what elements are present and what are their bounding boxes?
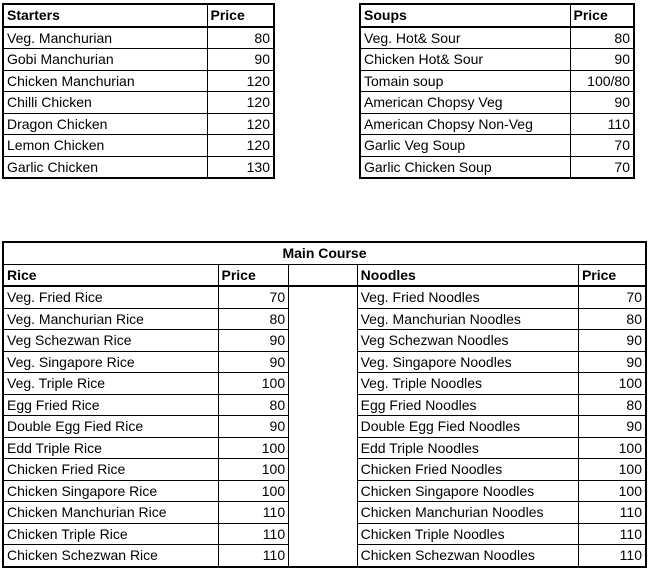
table-row bbox=[3, 502, 646, 524]
table-row bbox=[360, 156, 634, 178]
rice-name: Chicken Triple Rice bbox=[3, 523, 218, 545]
item-price: 90 bbox=[207, 49, 274, 71]
item-name: Chilli Chicken bbox=[3, 92, 207, 114]
noodles-price: 100 bbox=[578, 459, 646, 481]
noodles-name: Veg. Fried Noodles bbox=[357, 286, 578, 308]
item-price: 80 bbox=[207, 27, 274, 49]
table-row bbox=[3, 480, 646, 502]
noodles-price: 70 bbox=[578, 286, 646, 308]
item-name: Chicken Hot& Sour bbox=[360, 49, 570, 71]
item-price: 120 bbox=[207, 92, 274, 114]
table-row bbox=[360, 135, 634, 157]
table-row bbox=[360, 49, 634, 71]
item-name: Chicken Manchurian bbox=[3, 70, 207, 92]
rice-price: 100 bbox=[218, 480, 289, 502]
noodles-price: 100 bbox=[578, 437, 646, 459]
rice-name: Veg Schezwan Rice bbox=[3, 330, 218, 352]
noodles-name: Veg. Triple Noodles bbox=[357, 373, 578, 395]
item-price: 110 bbox=[570, 113, 634, 135]
rice-name: Chicken Manchurian Rice bbox=[3, 502, 218, 524]
table-row bbox=[3, 459, 646, 481]
column-gap bbox=[289, 480, 358, 502]
item-name: Garlic Veg Soup bbox=[360, 135, 570, 157]
item-name: Veg. Hot& Sour bbox=[360, 27, 570, 49]
table-row bbox=[3, 92, 274, 114]
noodles-price: 90 bbox=[578, 416, 646, 438]
noodles-name: Chicken Fried Noodles bbox=[357, 459, 578, 481]
noodles-price-header: Price bbox=[578, 264, 646, 286]
noodles-name: Egg Fried Noodles bbox=[357, 394, 578, 416]
item-name: Garlic Chicken bbox=[3, 156, 207, 178]
table-row bbox=[3, 373, 646, 395]
noodles-name: Veg. Manchurian Noodles bbox=[357, 308, 578, 330]
table-row bbox=[3, 416, 646, 438]
column-gap bbox=[289, 523, 358, 545]
table-row bbox=[360, 92, 634, 114]
starters-header: Starters bbox=[3, 4, 207, 27]
noodles-name: Chicken Manchurian Noodles bbox=[357, 502, 578, 524]
rice-header: Rice bbox=[3, 264, 218, 286]
column-gap bbox=[289, 264, 358, 286]
column-gap bbox=[289, 545, 358, 567]
noodles-price: 100 bbox=[578, 373, 646, 395]
item-price: 90 bbox=[570, 49, 634, 71]
rice-price: 90 bbox=[218, 330, 289, 352]
table-row bbox=[3, 308, 646, 330]
column-gap bbox=[289, 394, 358, 416]
item-price: 80 bbox=[570, 27, 634, 49]
rice-name: Double Egg Fied Rice bbox=[3, 416, 218, 438]
item-name: Veg. Manchurian bbox=[3, 27, 207, 49]
rice-name: Veg. Triple Rice bbox=[3, 373, 218, 395]
table-row bbox=[3, 135, 274, 157]
rice-name: Egg Fried Rice bbox=[3, 394, 218, 416]
main-course-table bbox=[2, 241, 647, 568]
column-gap bbox=[289, 351, 358, 373]
noodles-price: 80 bbox=[578, 394, 646, 416]
noodles-name: Double Egg Fied Noodles bbox=[357, 416, 578, 438]
item-price: 100/80 bbox=[570, 70, 634, 92]
rice-price: 80 bbox=[218, 394, 289, 416]
noodles-price: 110 bbox=[578, 502, 646, 524]
table-row bbox=[3, 523, 646, 545]
noodles-header: Noodles bbox=[357, 264, 578, 286]
table-row bbox=[3, 70, 274, 92]
column-gap bbox=[289, 416, 358, 438]
rice-price: 90 bbox=[218, 351, 289, 373]
starters-table bbox=[2, 3, 275, 179]
noodles-name: Veg Schezwan Noodles bbox=[357, 330, 578, 352]
noodles-name: Edd Triple Noodles bbox=[357, 437, 578, 459]
table-row bbox=[3, 49, 274, 71]
table-row bbox=[3, 27, 274, 49]
item-price: 130 bbox=[207, 156, 274, 178]
rice-name: Chicken Schezwan Rice bbox=[3, 545, 218, 567]
column-gap bbox=[289, 373, 358, 395]
noodles-name: Chicken Singapore Noodles bbox=[357, 480, 578, 502]
table-row bbox=[3, 437, 646, 459]
rice-name: Veg. Fried Rice bbox=[3, 286, 218, 308]
table-row bbox=[3, 286, 646, 308]
table-row bbox=[3, 351, 646, 373]
item-name: American Chopsy Non-Veg bbox=[360, 113, 570, 135]
noodles-name: Chicken Schezwan Noodles bbox=[357, 545, 578, 567]
item-price: 70 bbox=[570, 156, 634, 178]
rice-name: Chicken Fried Rice bbox=[3, 459, 218, 481]
rice-name: Edd Triple Rice bbox=[3, 437, 218, 459]
column-gap bbox=[289, 308, 358, 330]
starters-price-header: Price bbox=[207, 4, 274, 27]
noodles-price: 110 bbox=[578, 523, 646, 545]
soups-table bbox=[359, 3, 635, 179]
noodles-price: 80 bbox=[578, 308, 646, 330]
table-header-row bbox=[3, 264, 646, 286]
noodles-price: 90 bbox=[578, 351, 646, 373]
noodles-price: 100 bbox=[578, 480, 646, 502]
item-price: 120 bbox=[207, 70, 274, 92]
item-name: Dragon Chicken bbox=[3, 113, 207, 135]
column-gap bbox=[289, 459, 358, 481]
item-price: 120 bbox=[207, 113, 274, 135]
column-gap bbox=[289, 437, 358, 459]
table-row bbox=[360, 70, 634, 92]
table-row bbox=[3, 113, 274, 135]
column-gap bbox=[289, 330, 358, 352]
item-name: Lemon Chicken bbox=[3, 135, 207, 157]
table-row bbox=[3, 330, 646, 352]
rice-price: 90 bbox=[218, 416, 289, 438]
table-row bbox=[3, 394, 646, 416]
noodles-price: 110 bbox=[578, 545, 646, 567]
rice-price: 70 bbox=[218, 286, 289, 308]
item-name: Garlic Chicken Soup bbox=[360, 156, 570, 178]
item-price: 90 bbox=[570, 92, 634, 114]
main-course-title-row bbox=[3, 242, 646, 264]
rice-price: 110 bbox=[218, 545, 289, 567]
rice-price: 100 bbox=[218, 373, 289, 395]
rice-price: 80 bbox=[218, 308, 289, 330]
item-name: Tomain soup bbox=[360, 70, 570, 92]
rice-price: 100 bbox=[218, 437, 289, 459]
soups-header: Soups bbox=[360, 4, 570, 27]
rice-name: Veg. Singapore Rice bbox=[3, 351, 218, 373]
noodles-price: 90 bbox=[578, 330, 646, 352]
rice-price: 110 bbox=[218, 502, 289, 524]
rice-name: Veg. Manchurian Rice bbox=[3, 308, 218, 330]
soups-price-header: Price bbox=[570, 4, 634, 27]
column-gap bbox=[289, 286, 358, 308]
item-name: Gobi Manchurian bbox=[3, 49, 207, 71]
table-row bbox=[3, 156, 274, 178]
rice-price-header: Price bbox=[218, 264, 289, 286]
noodles-name: Chicken Triple Noodles bbox=[357, 523, 578, 545]
column-gap bbox=[289, 502, 358, 524]
table-row bbox=[360, 113, 634, 135]
item-name: American Chopsy Veg bbox=[360, 92, 570, 114]
table-row bbox=[3, 545, 646, 567]
table-row bbox=[360, 27, 634, 49]
rice-price: 110 bbox=[218, 523, 289, 545]
rice-name: Chicken Singapore Rice bbox=[3, 480, 218, 502]
table-header-row bbox=[360, 4, 634, 27]
table-header-row bbox=[3, 4, 274, 27]
item-price: 120 bbox=[207, 135, 274, 157]
rice-price: 100 bbox=[218, 459, 289, 481]
item-price: 70 bbox=[570, 135, 634, 157]
noodles-name: Veg. Singapore Noodles bbox=[357, 351, 578, 373]
main-course-title: Main Course bbox=[3, 242, 646, 264]
